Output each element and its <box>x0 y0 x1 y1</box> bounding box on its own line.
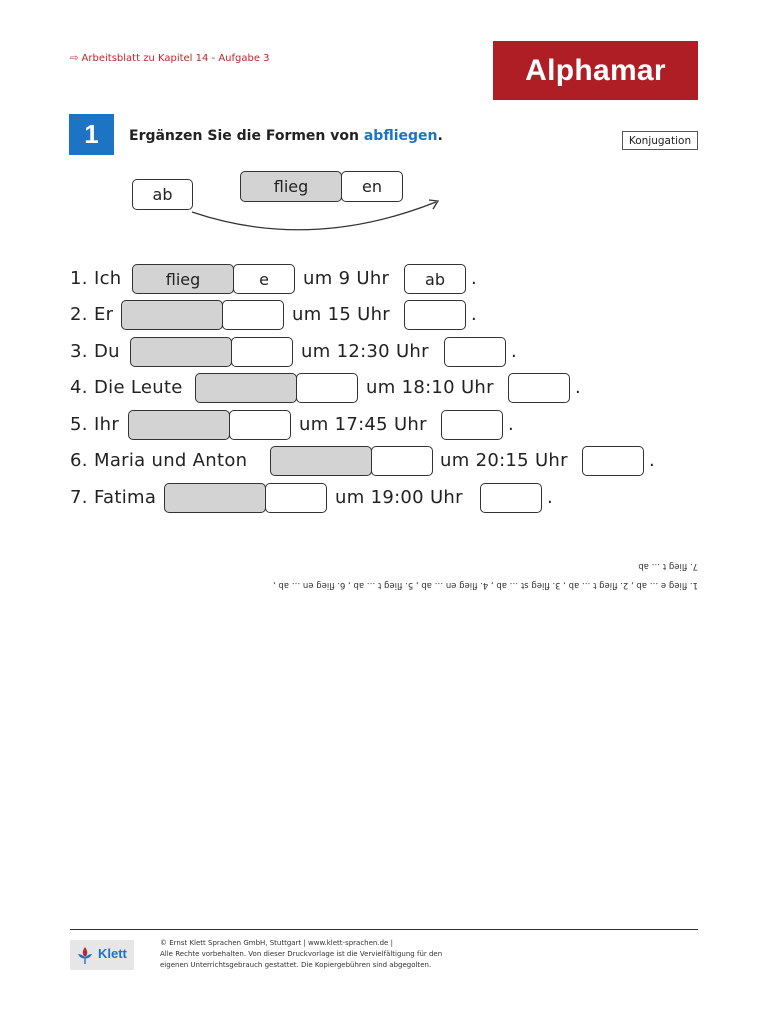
copyright-line-1: © Ernst Klett Sprachen GmbH, Stuttgart | www.klett-sprachen.de | <box>160 939 393 947</box>
conjugation-tag: Konjugation <box>622 131 698 150</box>
instruction-end: . <box>437 128 443 144</box>
sentence-row <box>70 483 690 513</box>
prefix-box[interactable] <box>444 337 506 367</box>
copyright-line-3: eigenen Unterrichtsgebrauch gestattet. Die Kopiergebühren sind abgegolten. <box>160 961 432 969</box>
breadcrumb: ⇨ Arbeitsblatt zu Kapitel 14 - Aufgabe 3 <box>70 53 270 64</box>
sentence-row <box>70 446 690 476</box>
sentence-number: 4. <box>70 377 88 398</box>
footer-divider <box>70 929 698 930</box>
sentence-row <box>70 410 690 440</box>
task-number: 1 <box>69 114 114 155</box>
sentence-subject: Er <box>94 304 114 325</box>
sentence-row <box>70 337 690 367</box>
brand-logo: Alphamar <box>493 41 698 100</box>
ending-box[interactable] <box>265 483 327 513</box>
sentence-end: . <box>511 341 518 362</box>
sentence-time: um 20:15 Uhr <box>440 450 568 471</box>
sentence-number: 6. <box>70 450 88 471</box>
sentence-number: 2. <box>70 304 88 325</box>
ending-box[interactable] <box>229 410 291 440</box>
prefix-box[interactable]: ab <box>404 264 466 294</box>
ending-box[interactable] <box>231 337 293 367</box>
solution-key <box>108 556 698 594</box>
prefix-box[interactable] <box>480 483 542 513</box>
sentence-subject: Maria und Anton <box>94 450 248 471</box>
diagram-prefix-box: ab <box>132 179 193 210</box>
sentence-time: um 19:00 Uhr <box>335 487 463 508</box>
sentence-end: . <box>575 377 582 398</box>
stem-box[interactable] <box>164 483 266 513</box>
sentence-time: um 15 Uhr <box>292 304 390 325</box>
sentence-end: . <box>471 268 478 289</box>
sentence-row <box>70 300 690 330</box>
prefix-box[interactable] <box>508 373 570 403</box>
sentence-end: . <box>508 414 515 435</box>
stem-box[interactable] <box>195 373 297 403</box>
ending-box[interactable] <box>296 373 358 403</box>
stem-box[interactable] <box>130 337 232 367</box>
copyright-line-2: Alle Rechte vorbehalten. Von dieser Druckvorlage ist die Vervielfältigung für den <box>160 950 443 958</box>
prefix-box[interactable] <box>582 446 644 476</box>
sentence-time: um 17:45 Uhr <box>299 414 427 435</box>
stem-box[interactable] <box>121 300 223 330</box>
sentence-end: . <box>649 450 656 471</box>
klett-flower-icon <box>75 945 95 965</box>
klett-wordmark: Klett <box>98 946 127 961</box>
sentence-end: . <box>547 487 554 508</box>
instruction-text: Ergänzen Sie die Formen von <box>129 128 364 144</box>
stem-box[interactable] <box>270 446 372 476</box>
sentence-subject: Du <box>94 341 120 362</box>
ending-box[interactable] <box>222 300 284 330</box>
sentence-number: 5. <box>70 414 88 435</box>
diagram-stem-box: flieg <box>240 171 342 202</box>
stem-box[interactable]: flieg <box>132 264 234 294</box>
prefix-box[interactable] <box>404 300 466 330</box>
sentence-end: . <box>471 304 478 325</box>
sentence-number: 3. <box>70 341 88 362</box>
solution-line-2: 7. flieg t … ab <box>638 561 698 571</box>
prefix-box[interactable] <box>441 410 503 440</box>
copyright-text <box>160 938 442 971</box>
sentence-row <box>70 373 690 403</box>
sentence-row <box>70 264 690 294</box>
diagram-arrow <box>180 190 450 240</box>
task-instruction <box>129 128 443 144</box>
sentence-subject: Die Leute <box>94 377 183 398</box>
sentence-subject: Fatima <box>94 487 157 508</box>
sentence-number: 1. <box>70 268 88 289</box>
klett-logo <box>70 940 134 970</box>
sentence-subject: Ich <box>94 268 122 289</box>
ending-box[interactable] <box>371 446 433 476</box>
sentence-subject: Ihr <box>94 414 120 435</box>
sentence-number: 7. <box>70 487 88 508</box>
solution-line-1: 1. flieg e … ab , 2. flieg t … ab , 3. flieg st … ab , 4. flieg en … ab , 5. flieg t … ab , 6. flieg en … ab , <box>273 580 698 590</box>
sentence-time: um 18:10 Uhr <box>366 377 494 398</box>
sentence-time: um 9 Uhr <box>303 268 390 289</box>
diagram-ending-box: en <box>341 171 403 202</box>
stem-box[interactable] <box>128 410 230 440</box>
instruction-highlight: abfliegen <box>363 128 438 144</box>
sentence-time: um 12:30 Uhr <box>301 341 429 362</box>
ending-box[interactable]: e <box>233 264 295 294</box>
